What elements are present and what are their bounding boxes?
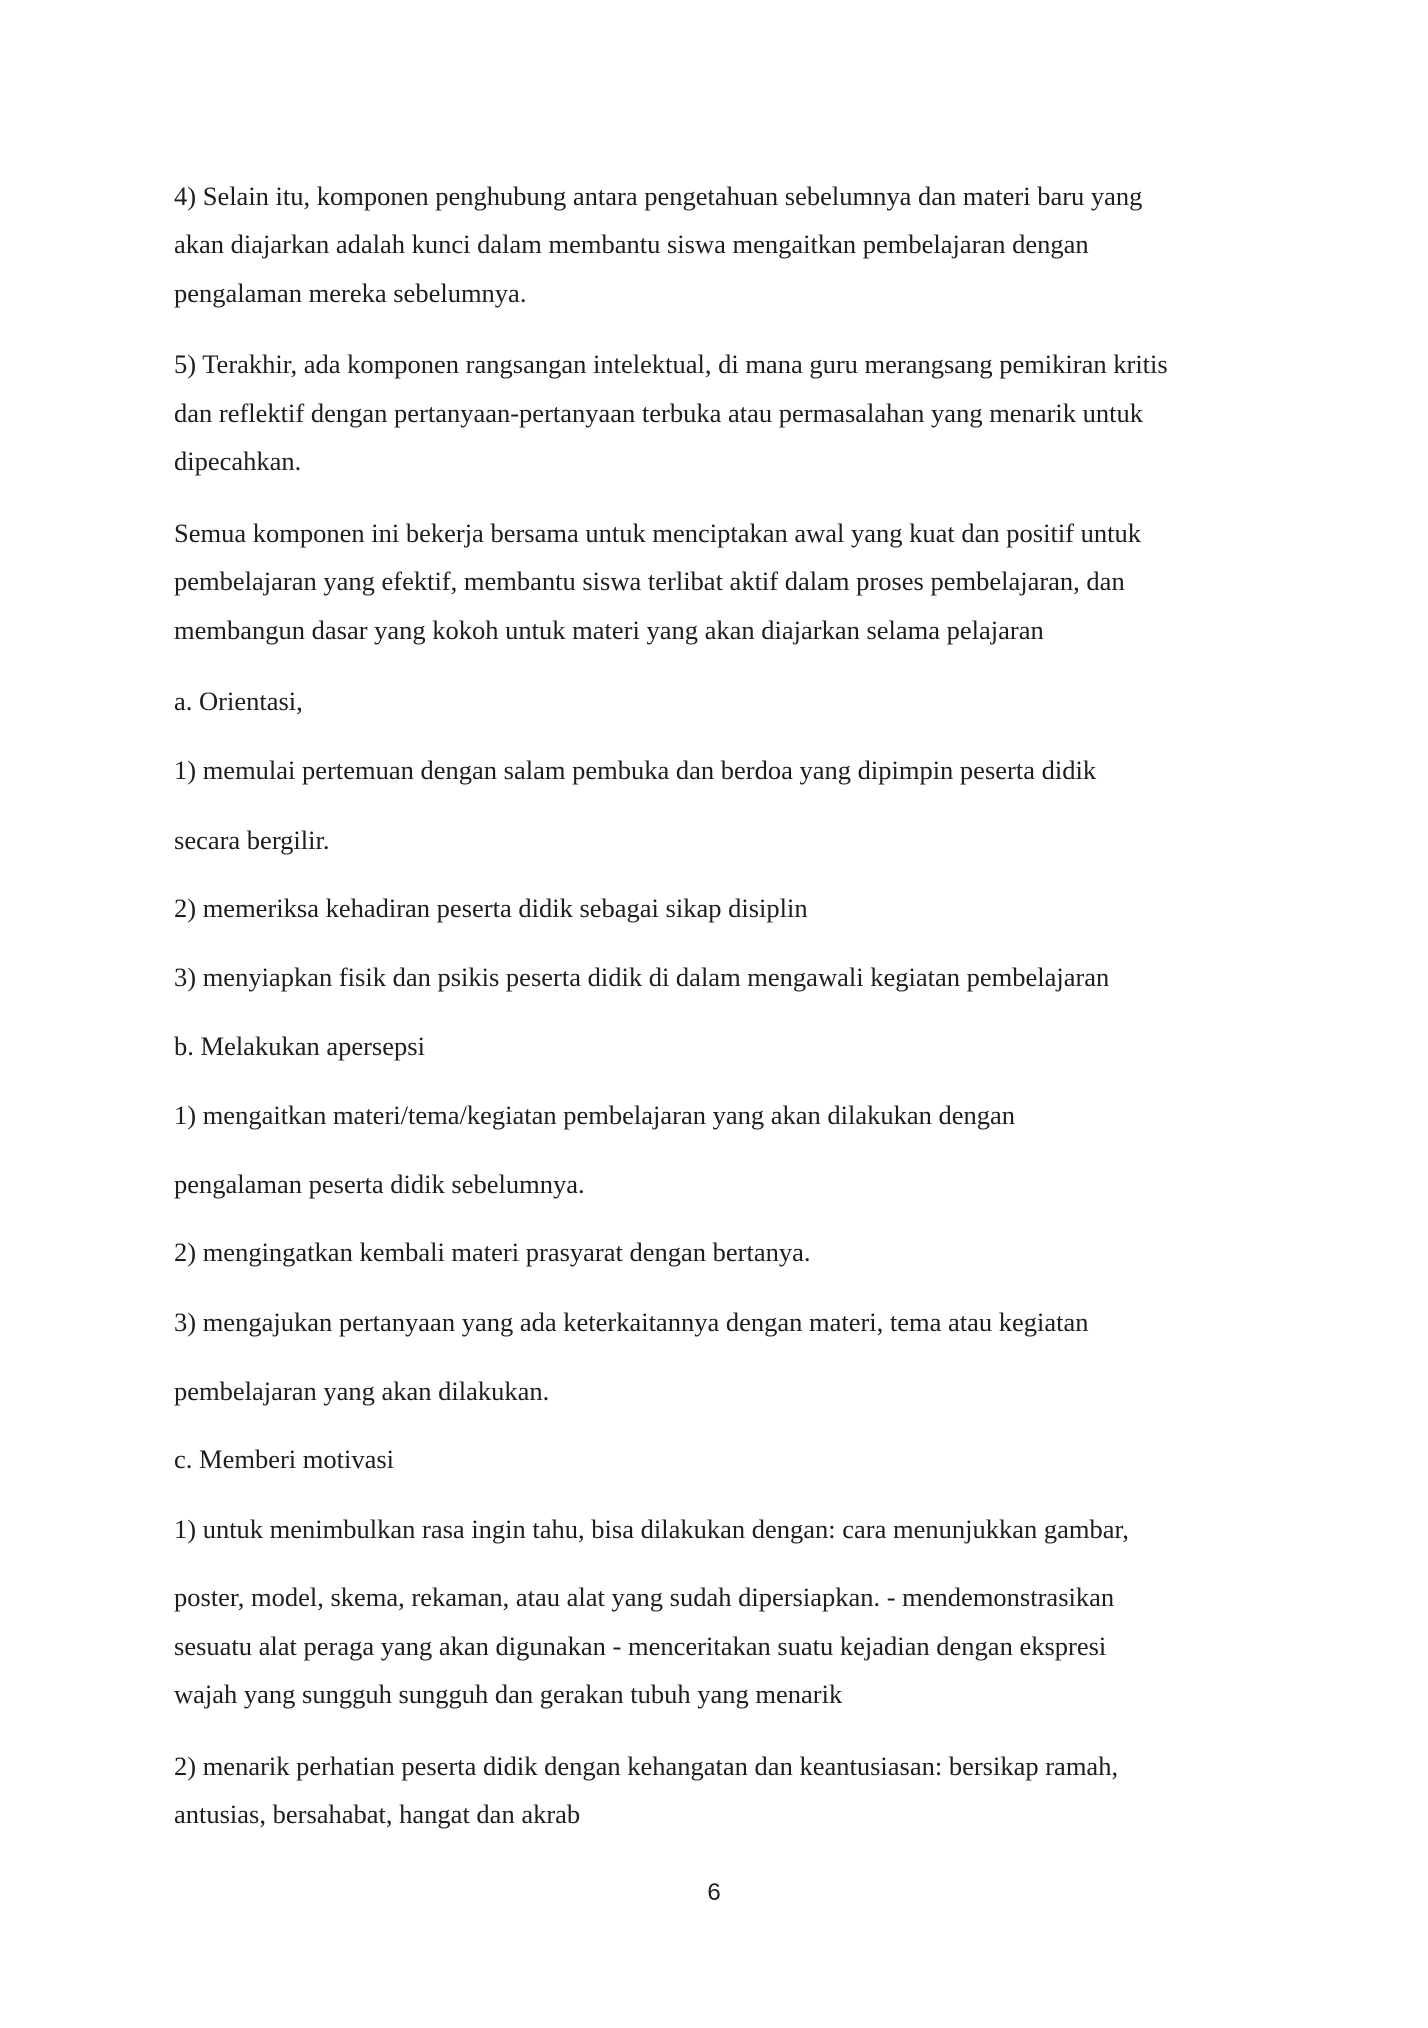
list-item: secara bergilir. xyxy=(174,825,330,855)
text-line: Semua komponen ini bekerja bersama untuk menciptakan awal yang kuat dan positif untuk xyxy=(174,518,1141,548)
list-item: antusias, bersahabat, hangat dan akrab xyxy=(174,1799,581,1829)
list-item: 1) untuk menimbulkan rasa ingin tahu, bisa dilakukan dengan: cara menunjukkan gambar, xyxy=(174,1514,1129,1544)
list-item: pengalaman peserta didik sebelumnya. xyxy=(174,1169,585,1199)
section-heading: c. Memberi motivasi xyxy=(174,1444,395,1474)
list-item: 3) menyiapkan fisik dan psikis peserta didik di dalam mengawali kegiatan pembelajaran xyxy=(174,962,1110,992)
section-heading: b. Melakukan apersepsi xyxy=(174,1031,425,1061)
text-line: pengalaman mereka sebelumnya. xyxy=(174,278,527,308)
list-item: pembelajaran yang akan dilakukan. xyxy=(174,1376,550,1406)
list-item: 2) menarik perhatian peserta didik dengan kehangatan dan keantusiasan: bersikap ramah, xyxy=(174,1751,1119,1781)
text-line: akan diajarkan adalah kunci dalam membantu siswa mengaitkan pembelajaran dengan xyxy=(174,229,1089,259)
list-item: 1) mengaitkan materi/tema/kegiatan pembelajaran yang akan dilakukan dengan xyxy=(174,1100,1016,1130)
section-heading: a. Orientasi, xyxy=(174,686,303,716)
list-item: wajah yang sungguh sungguh dan gerakan tubuh yang menarik xyxy=(174,1679,843,1709)
list-item: 2) memeriksa kehadiran peserta didik sebagai sikap disiplin xyxy=(174,893,808,923)
text-line: pembelajaran yang efektif, membantu siswa terlibat aktif dalam proses pembelajaran, dan xyxy=(174,566,1125,596)
list-item: poster, model, skema, rekaman, atau alat yang sudah dipersiapkan. - mendemonstrasikan xyxy=(174,1582,1115,1612)
list-item: 3) mengajukan pertanyaan yang ada keterkaitannya dengan materi, tema atau kegiatan xyxy=(174,1307,1089,1337)
text-line: membangun dasar yang kokoh untuk materi yang akan diajarkan selama pelajaran xyxy=(174,615,1044,645)
page-number: 6 xyxy=(707,1879,721,1906)
text-line: 5) Terakhir, ada komponen rangsangan intelektual, di mana guru merangsang pemikiran kritis xyxy=(174,349,1168,379)
list-item: sesuatu alat peraga yang akan digunakan - menceritakan suatu kejadian dengan ekspresi xyxy=(174,1631,1107,1661)
list-item: 1) memulai pertemuan dengan salam pembuka dan berdoa yang dipimpin peserta didik xyxy=(174,755,1097,785)
list-item: 2) mengingatkan kembali materi prasyarat dengan bertanya. xyxy=(174,1237,811,1267)
text-line: dan reflektif dengan pertanyaan-pertanyaan terbuka atau permasalahan yang menarik untuk xyxy=(174,398,1144,428)
text-line: 4) Selain itu, komponen penghubung antara pengetahuan sebelumnya dan materi baru yang xyxy=(174,181,1143,211)
text-line: dipecahkan. xyxy=(174,446,302,476)
